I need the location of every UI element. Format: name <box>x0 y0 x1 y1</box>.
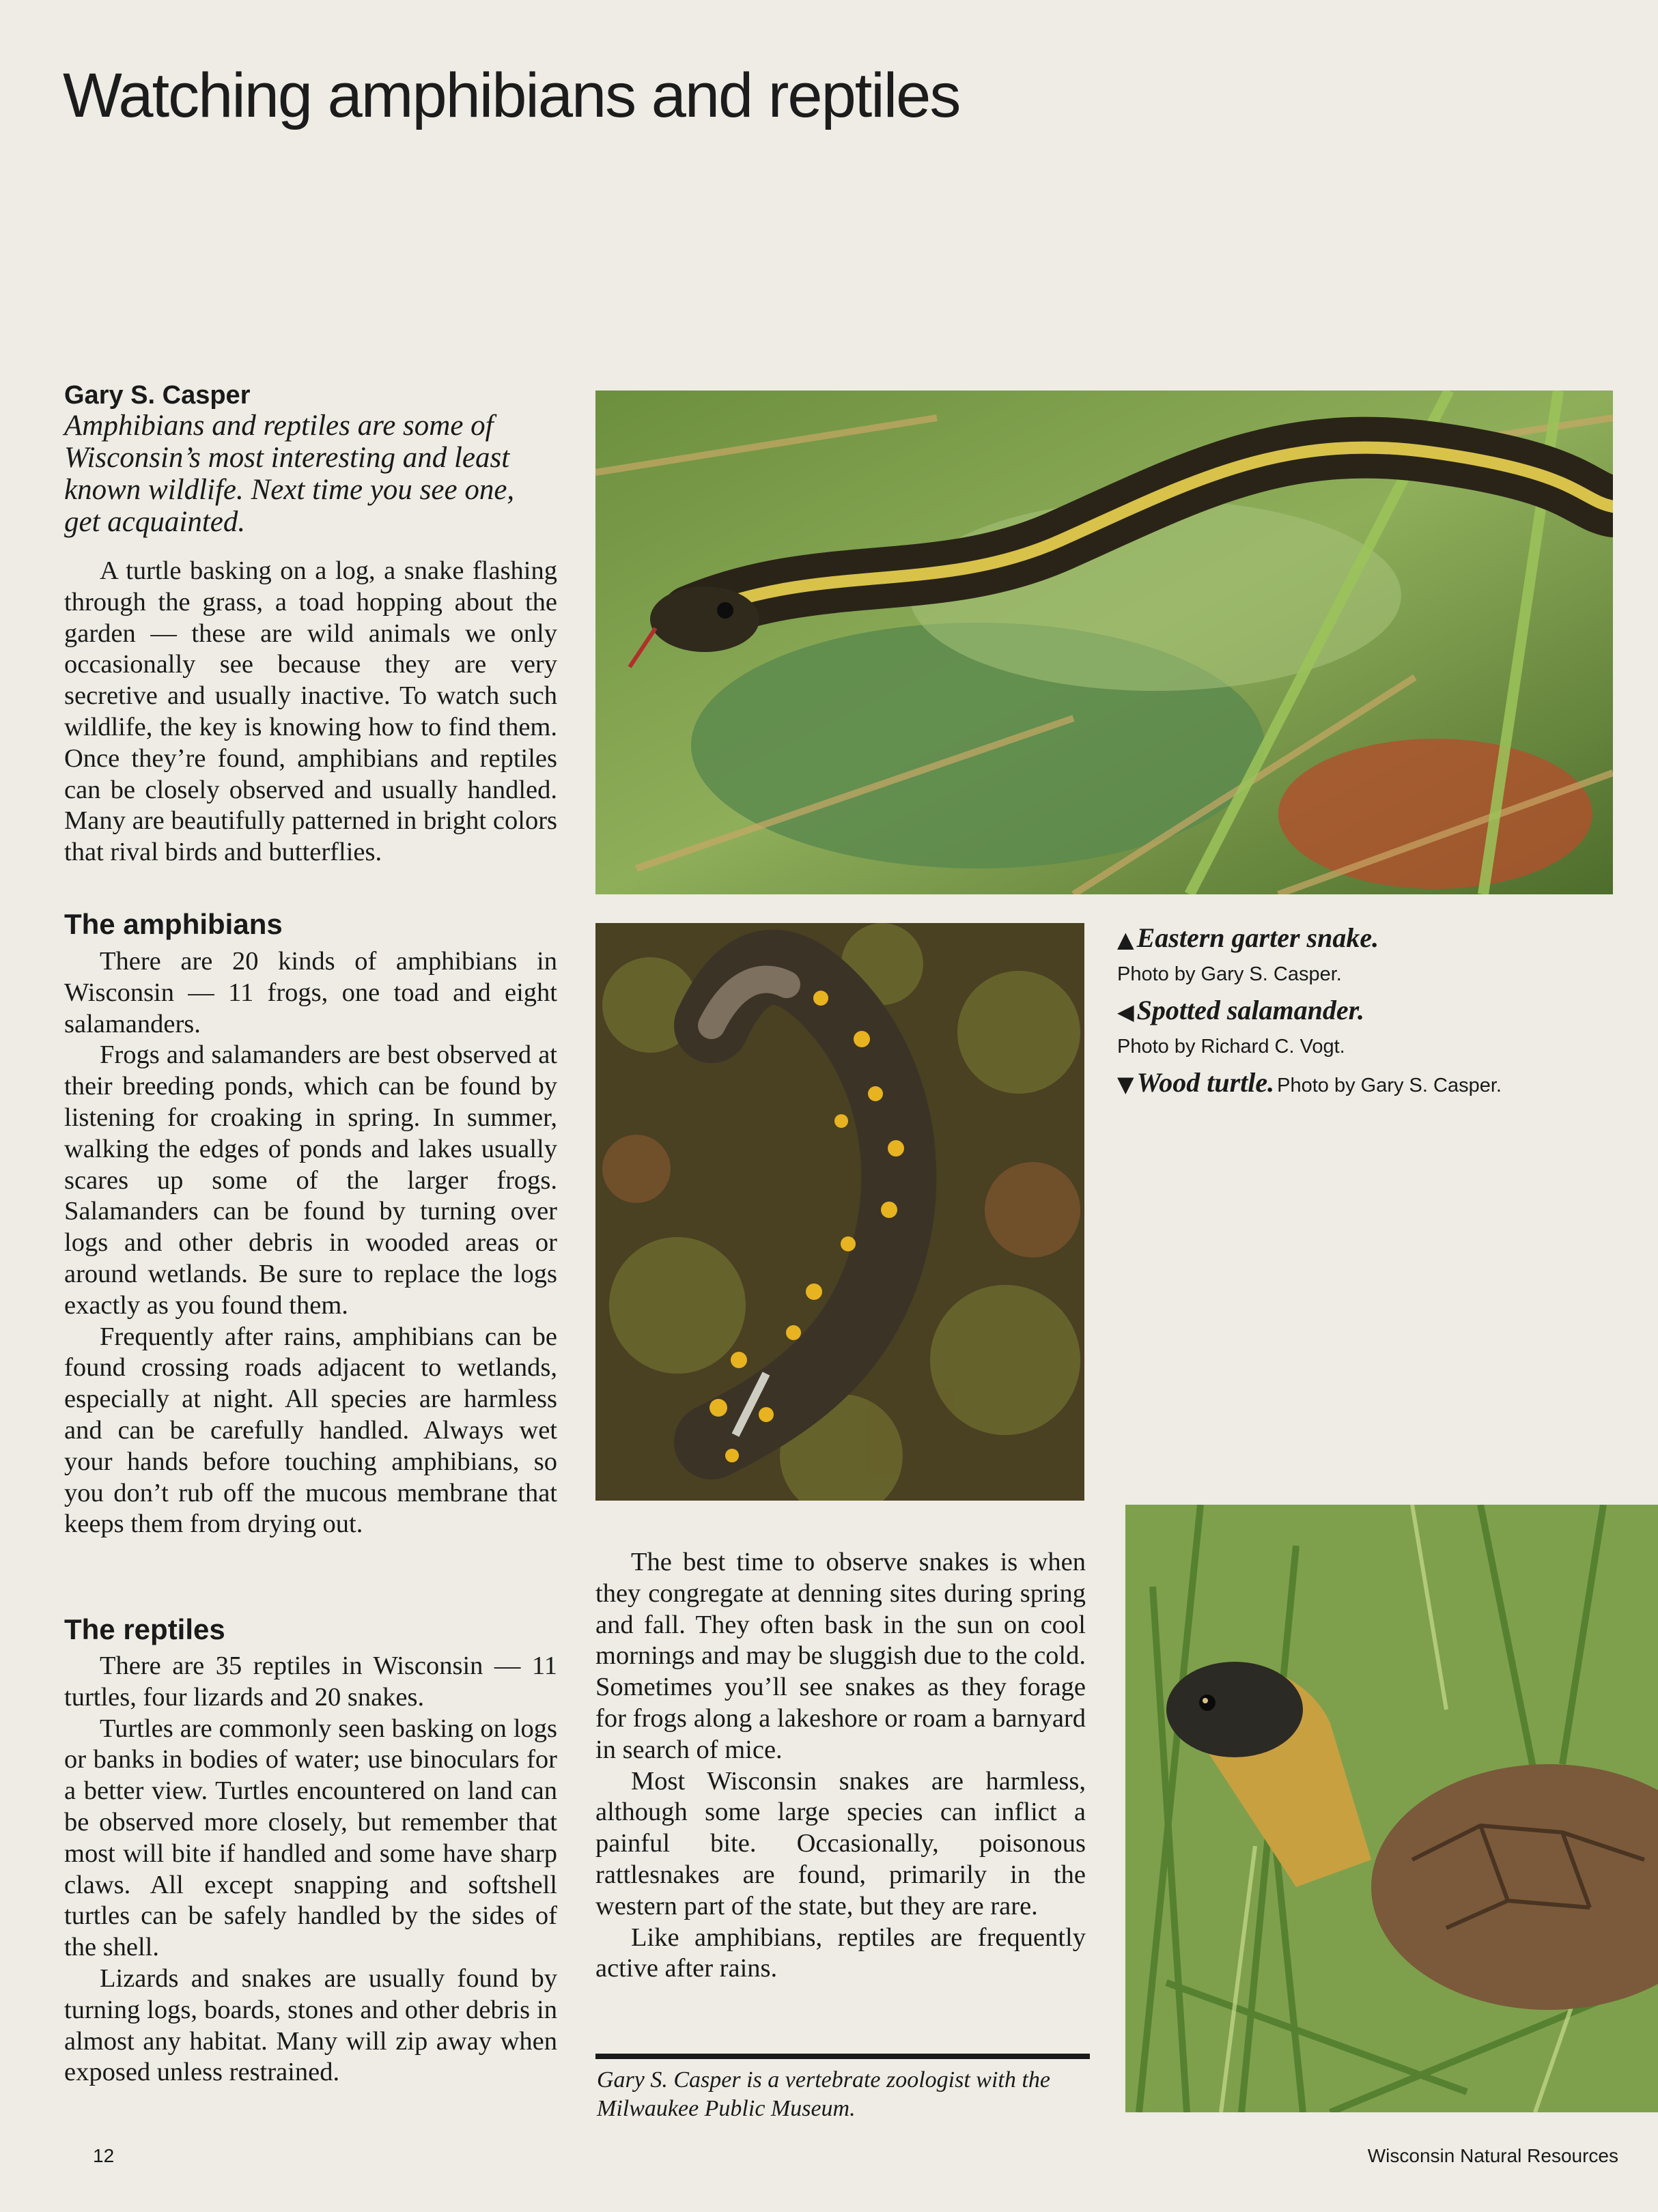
reptiles-paragraph: There are 35 reptiles in Wisconsin — 11 turtles, four lizards and 20 snakes. <box>64 1651 557 1712</box>
wood-turtle-photo <box>1125 1505 1658 2112</box>
byline: Gary S. Casper <box>64 381 251 410</box>
eastern-garter-snake-photo <box>595 391 1613 894</box>
amphibians-paragraph: Frogs and salamanders are best observed at their breeding ponds, which can be found by listening for croaking in spring. In summer, walking the edges of ponds and lakes usually scares up some of the larger frogs. Salamanders can be found by turning over logs and other debris in wooded areas or around wetlands. Be sure to replace the logs exactly as you found them. <box>64 1040 557 1320</box>
page-title: Watching amphibians and reptiles <box>63 61 960 130</box>
caption-arrow-up-icon: ▲ <box>1117 926 1134 952</box>
caption-title: Eastern garter snake. <box>1136 922 1379 953</box>
heading-reptiles: The reptiles <box>64 1613 225 1645</box>
author-note: Gary S. Casper is a vertebrate zoologist with the Milwaukee Public Museum. <box>597 2067 1050 2121</box>
caption-title: Spotted salamander. <box>1136 995 1364 1025</box>
column-two-text <box>595 1547 1086 1985</box>
publication-name: Wisconsin Natural Resources <box>1367 2145 1618 2166</box>
deck: Amphibians and reptiles are some of Wisconsin’s most interesting and least known wildlife. Next time you see one, get acquainted. <box>64 410 515 538</box>
amphibians-paragraph: There are 20 kinds of amphibians in Wisconsin — 11 frogs, one toad and eight salamanders. <box>64 947 557 1038</box>
amphibians-paragraph: Frequently after rains, amphibians can be found crossing roads adjacent to wetlands, especially at night. All species are harmless and can be carefully handled. Always wet your hands before touching amphibians, so you don’t rub off the mucous membrane that keeps them from drying out. <box>64 1322 557 1539</box>
reptiles-paragraph: Lizards and snakes are usually found by turning logs, boards, stones and other debris in almost any habitat. Many will zip away when exposed unless restrained. <box>64 1963 557 2087</box>
column-two-paragraph: Like amphibians, reptiles are frequently active after rains. <box>595 1923 1086 1983</box>
photo-captions <box>1117 923 1636 1107</box>
caption-arrow-left-icon: ◀ <box>1117 999 1134 1025</box>
intro-paragraph: A turtle basking on a log, a snake flashing through the grass, a toad hopping about the garden — these are wild animals we only occasionally see because they are very secretive and usually inactive. To watch such wildlife, the key is knowing how to find them. Once they’re found, amphibians and reptiles can be closely observed and usually handled. Many are beautifully patterned in bright colors that rival birds and butterflies. <box>64 556 557 867</box>
caption-arrow-down-icon: ▼ <box>1117 1071 1134 1097</box>
caption-wood-turtle <box>1117 1068 1636 1104</box>
column-two-paragraph: The best time to observe snakes is when they congregate at denning sites during spring and fall. They often bask in the sun on cool mornings and may be sluggish due to the cold. Sometimes you’ll see snakes as they forage for frogs along a lakeshore or roam a barnyard in search of mice. <box>595 1548 1086 1764</box>
caption-credit: Photo by Richard C. Vogt. <box>1117 1036 1345 1058</box>
page-number: 12 <box>93 2145 115 2166</box>
caption-credit: Photo by Gary S. Casper. <box>1277 1075 1502 1096</box>
author-note-rule <box>595 2054 1090 2059</box>
heading-amphibians: The amphibians <box>64 908 283 940</box>
reptiles-paragraph: Turtles are commonly seen basking on logs or banks in bodies of water; use binoculars for a better view. Turtles encountered on land can be observed more closely, but remember that most will bite if handled and some have sharp claws. All except snapping and softshell turtles can be safely handled by the sides of the shell. <box>64 1714 557 1962</box>
spotted-salamander-photo <box>595 923 1084 1501</box>
intro-text <box>64 556 557 868</box>
reptiles-text <box>64 1651 557 2088</box>
amphibians-text <box>64 946 557 1540</box>
caption-garter-snake <box>1117 923 1636 993</box>
caption-credit: Photo by Gary S. Casper. <box>1117 963 1342 985</box>
column-two-paragraph: Most Wisconsin snakes are harmless, although some large species can inflict a painful bite. Occasionally, poisonous rattlesnakes are found, primarily in the western part of the state, but they are rare. <box>595 1766 1086 1920</box>
caption-salamander <box>1117 995 1636 1065</box>
caption-title: Wood turtle. <box>1136 1067 1275 1098</box>
